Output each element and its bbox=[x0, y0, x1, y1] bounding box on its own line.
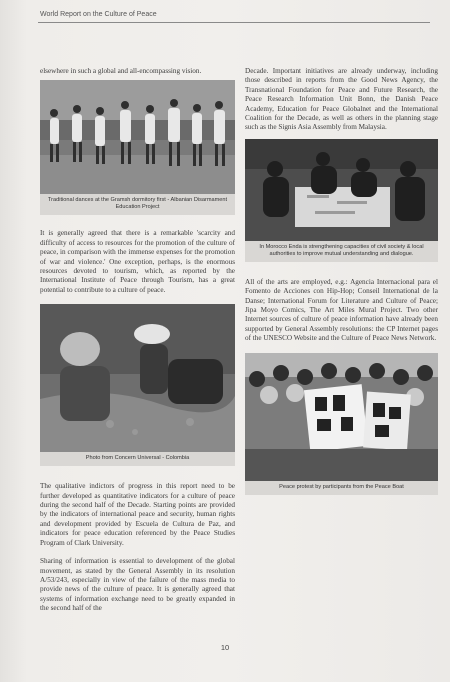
figure-caption: Peace protest by participants from the Peace Boat bbox=[245, 481, 438, 495]
figure-caption: In Morocco Enda is strengthening capacities of civil society & local authorities to improve mutual understanding and dialogue. bbox=[245, 241, 438, 262]
figure-colombia bbox=[40, 304, 235, 466]
intro-text: elsewhere in such a global and all-encompassing vision. bbox=[40, 67, 202, 75]
paragraph: It is generally agreed that there is a remarkable 'scarcity and difficulty of access to resources for the promotion of the culture of peace, in comparison with the immense expenses for the promotion of war and violence.' One exception, perhaps, is the enormous resources devoted to tourism, which, as reported by the International Institute of Peace through Tourism, has a great potential to contribute to a culture of peace. bbox=[40, 229, 235, 294]
left-column bbox=[40, 67, 235, 623]
right-column bbox=[245, 67, 438, 495]
paragraph: Decade. Important initiatives are already underway, including those described in reports from the Good News Agency, the Transnational Foundation for Peace and Future Research, the Peace Research Information Unit Bonn, the Danish Peace Academy, Education for Peace Globalnet and the International Coalition for the Decade, as well as others in the planning stage such as the Signis Asia Assembly from Malaysia. bbox=[245, 67, 438, 132]
page-number: 10 bbox=[220, 643, 230, 652]
running-header: World Report on the Culture of Peace bbox=[40, 11, 157, 18]
figure-dancers bbox=[40, 80, 235, 215]
figure-caption: Photo from Concern Universal - Colombia bbox=[40, 452, 235, 466]
photo-morocco-enda bbox=[245, 139, 438, 241]
photo-concern-universal bbox=[40, 304, 235, 452]
figure-peace-boat bbox=[245, 353, 438, 495]
figure-morocco bbox=[245, 139, 438, 262]
paragraph: The qualitative indictors of progress in this report need to be further developed as quantitative indicators for a culture of peace during the second half of the Decade. Starting points are provided by the indicators of international peace and security, human rights and development provided by Escuela de Cultura de Paz, and indicators for peace education referenced by the Peace Studies Program of Clark University. bbox=[40, 482, 235, 547]
header-rule bbox=[38, 22, 430, 23]
paragraph: All of the arts are employed, e.g.: Agencia Internacional para el Fomento de Acciones con Hip-Hop; Conseil International de la Danse; International Forum for Literature and Culture of Peace; Jipa Moyo Comics, The Art Miles Mural Project. Two other Internet sources of culture of peace information have already been supported by General Assembly resolutions: the CP Internet pages of the UNESCO Website and the Culture of Peace News Network. bbox=[245, 277, 438, 343]
photo-peace-protest bbox=[245, 353, 438, 481]
photo-traditional-dancers bbox=[40, 80, 235, 194]
figure-caption: Traditional dances at the Gramsh dormitory first - Albanian Disarmament Education Project bbox=[40, 194, 235, 215]
paragraph: Sharing of information is essential to development of the global movement, as stated by the General Assembly in its resolution A/53/243, especially in view of the failure of the mass media to provide news of the culture of peace. It is generally agreed that systems of information exchange need to be greatly expanded in the second half of the bbox=[40, 557, 235, 613]
